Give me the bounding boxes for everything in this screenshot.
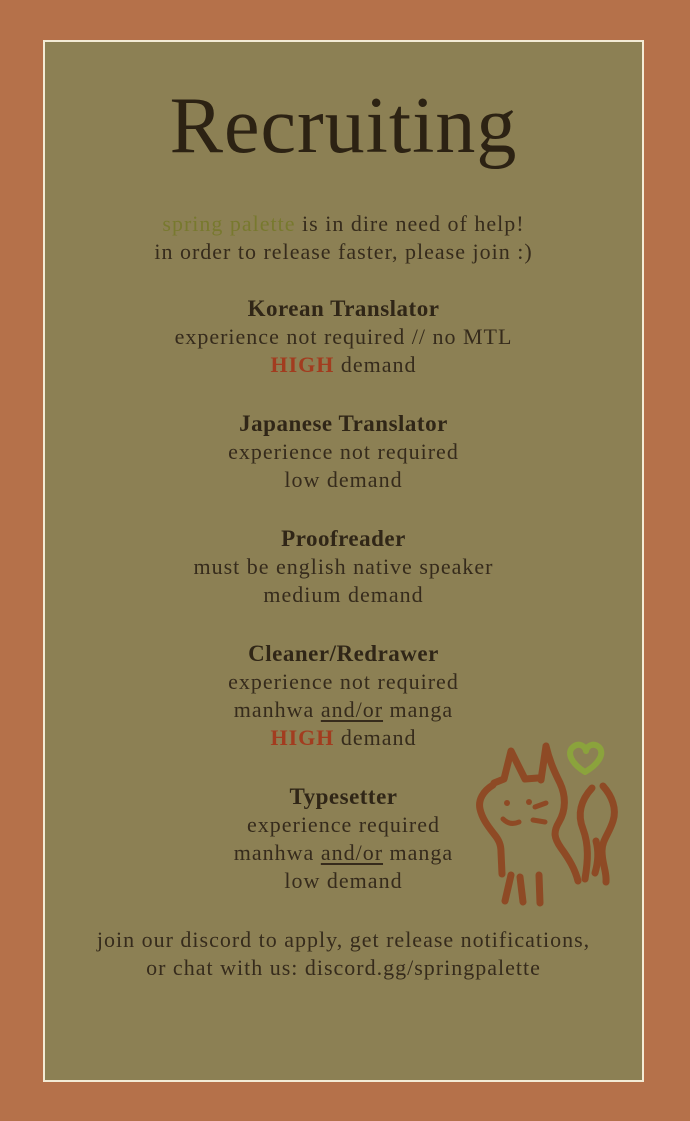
poster-panel xyxy=(43,40,644,1082)
cat-left-ear xyxy=(494,751,538,783)
footer-line1: join our discord to apply, get release notifications, xyxy=(96,927,591,952)
page-title: Recruiting xyxy=(169,82,518,170)
demand-text: demand xyxy=(340,352,417,377)
role-demand xyxy=(45,466,642,494)
role-proofreader xyxy=(45,525,642,609)
demand-emphasis: HIGH xyxy=(270,725,335,750)
role-title: Cleaner/Redrawer xyxy=(248,641,439,666)
role-title: Korean Translator xyxy=(247,296,440,321)
role-media-pre: manhwa xyxy=(233,840,315,865)
demand-emphasis: HIGH xyxy=(270,352,335,377)
group-name: spring palette xyxy=(162,211,296,236)
intro-text xyxy=(45,210,642,266)
role-korean-translator xyxy=(45,295,642,379)
role-demand xyxy=(45,351,642,379)
heart-icon xyxy=(570,745,601,772)
cat-left-cheek-and-side xyxy=(480,785,502,874)
cat-tail-stroke xyxy=(595,841,598,873)
cat-smile xyxy=(503,819,519,823)
role-detail: experience not required // no MTL xyxy=(174,324,513,349)
role-media-post: manga xyxy=(389,697,454,722)
role-detail: must be english native speaker xyxy=(193,554,494,579)
role-demand xyxy=(45,581,642,609)
demand-text: medium demand xyxy=(263,582,424,607)
cat-right-ear-and-back xyxy=(541,746,578,881)
role-title: Typesetter xyxy=(289,784,398,809)
footer-text xyxy=(45,926,642,982)
role-media-link: and/or xyxy=(320,840,384,865)
role-detail: experience required xyxy=(246,812,441,837)
cat-tail-outer xyxy=(602,786,614,882)
intro-line1-rest: is in dire need of help! xyxy=(302,211,525,236)
cat-eye xyxy=(526,799,532,805)
demand-text: low demand xyxy=(284,868,403,893)
cat-front-leg xyxy=(505,875,511,901)
demand-text: demand xyxy=(340,725,417,750)
intro-line2: in order to release faster, please join :) xyxy=(154,239,533,264)
role-detail: experience not required xyxy=(228,669,459,694)
role-japanese-translator xyxy=(45,410,642,494)
role-media-line xyxy=(45,696,642,724)
role-title: Japanese Translator xyxy=(239,411,448,436)
cat-doodle xyxy=(480,746,615,903)
role-detail: experience not required xyxy=(228,439,459,464)
cat-whisker xyxy=(533,820,545,822)
cat-eye xyxy=(504,800,510,806)
role-media-pre: manhwa xyxy=(233,697,315,722)
demand-text: low demand xyxy=(284,467,403,492)
footer-line2: or chat with us: discord.gg/springpalette xyxy=(146,955,541,980)
cat-front-leg xyxy=(520,877,523,902)
role-media-post: manga xyxy=(389,840,454,865)
cat-front-leg xyxy=(539,875,540,903)
cat-tail-inner xyxy=(580,788,592,879)
role-title: Proofreader xyxy=(281,526,406,551)
role-media-link: and/or xyxy=(320,697,384,722)
cat-doodle-graphic xyxy=(475,725,644,913)
cat-whisker xyxy=(535,803,546,807)
